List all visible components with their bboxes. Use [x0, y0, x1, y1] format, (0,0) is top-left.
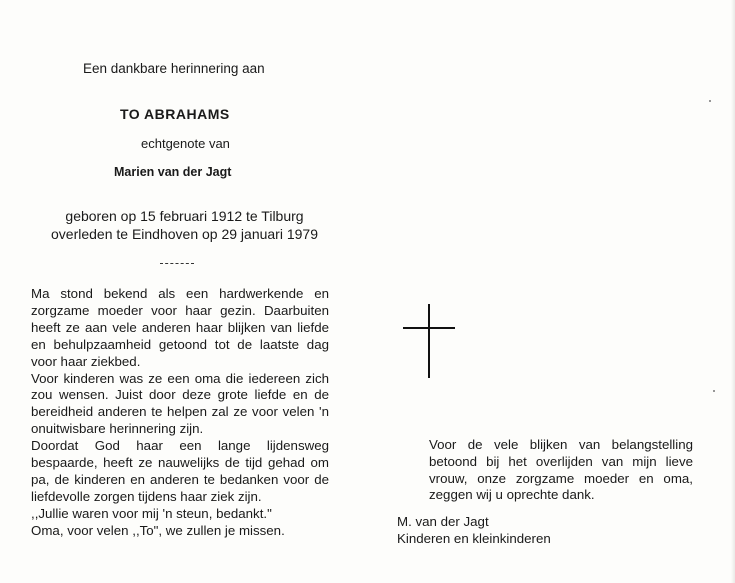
- spouse-name: Marien van der Jagt: [114, 165, 232, 179]
- divider: [160, 263, 194, 264]
- paper-edge: [731, 0, 735, 583]
- paragraph: Voor kinderen was ze een oma die iedereen zich zou wensen. Juist door deze grote liefde en de bereidheid anderen te helpen zal ze voor velen 'n onuitwisbare herinnering zijn.: [31, 370, 329, 437]
- cross-icon: [403, 304, 455, 378]
- intro-text: Een dankbare herinnering aan: [83, 61, 265, 76]
- death-line: overleden te Eindhoven op 29 januari 1979: [51, 226, 318, 242]
- spouse-intro: echtgenote van: [141, 136, 230, 151]
- thanks-text: Voor de vele blijken van belangstelling betoond bij het overlijden van mijn lieve vrouw, onze zorgzame moeder en oma, zeggen wij u oprechte dank.: [429, 437, 693, 503]
- birth-line: geboren op 15 februari 1912 te Tilburg: [65, 208, 304, 224]
- signature: [397, 513, 551, 547]
- left-page: [0, 0, 360, 583]
- deceased-name: TO ABRAHAMS: [120, 106, 230, 122]
- paper-speck: [713, 390, 715, 392]
- quote-line: ,,Jullie waren voor mij 'n steun, bedankt.": [31, 505, 272, 521]
- memorial-text: [31, 286, 329, 540]
- signature-family: Kinderen en kleinkinderen: [397, 531, 551, 546]
- life-dates: [51, 207, 318, 243]
- paragraph: Ma stond bekend als een hardwerkende en zorgzame moeder voor haar gezin. Daarbuiten heeft ze aan vele anderen haar blijken van liefde en behulpzaamheid getoond tot de laatste dag voor haar ziekbed.: [31, 286, 329, 369]
- signature-name: M. van der Jagt: [397, 514, 489, 529]
- paper-speck: [709, 100, 711, 102]
- closing-line: Oma, voor velen ,,To", we zullen je missen.: [31, 522, 285, 538]
- paragraph: Doordat God haar een lange lijdensweg bespaarde, heeft ze nauwelijks de tijd gehad om pa, de kinderen en anderen te bedanken voor de liefdevolle zorgen tijdens haar ziek zijn.: [31, 438, 329, 504]
